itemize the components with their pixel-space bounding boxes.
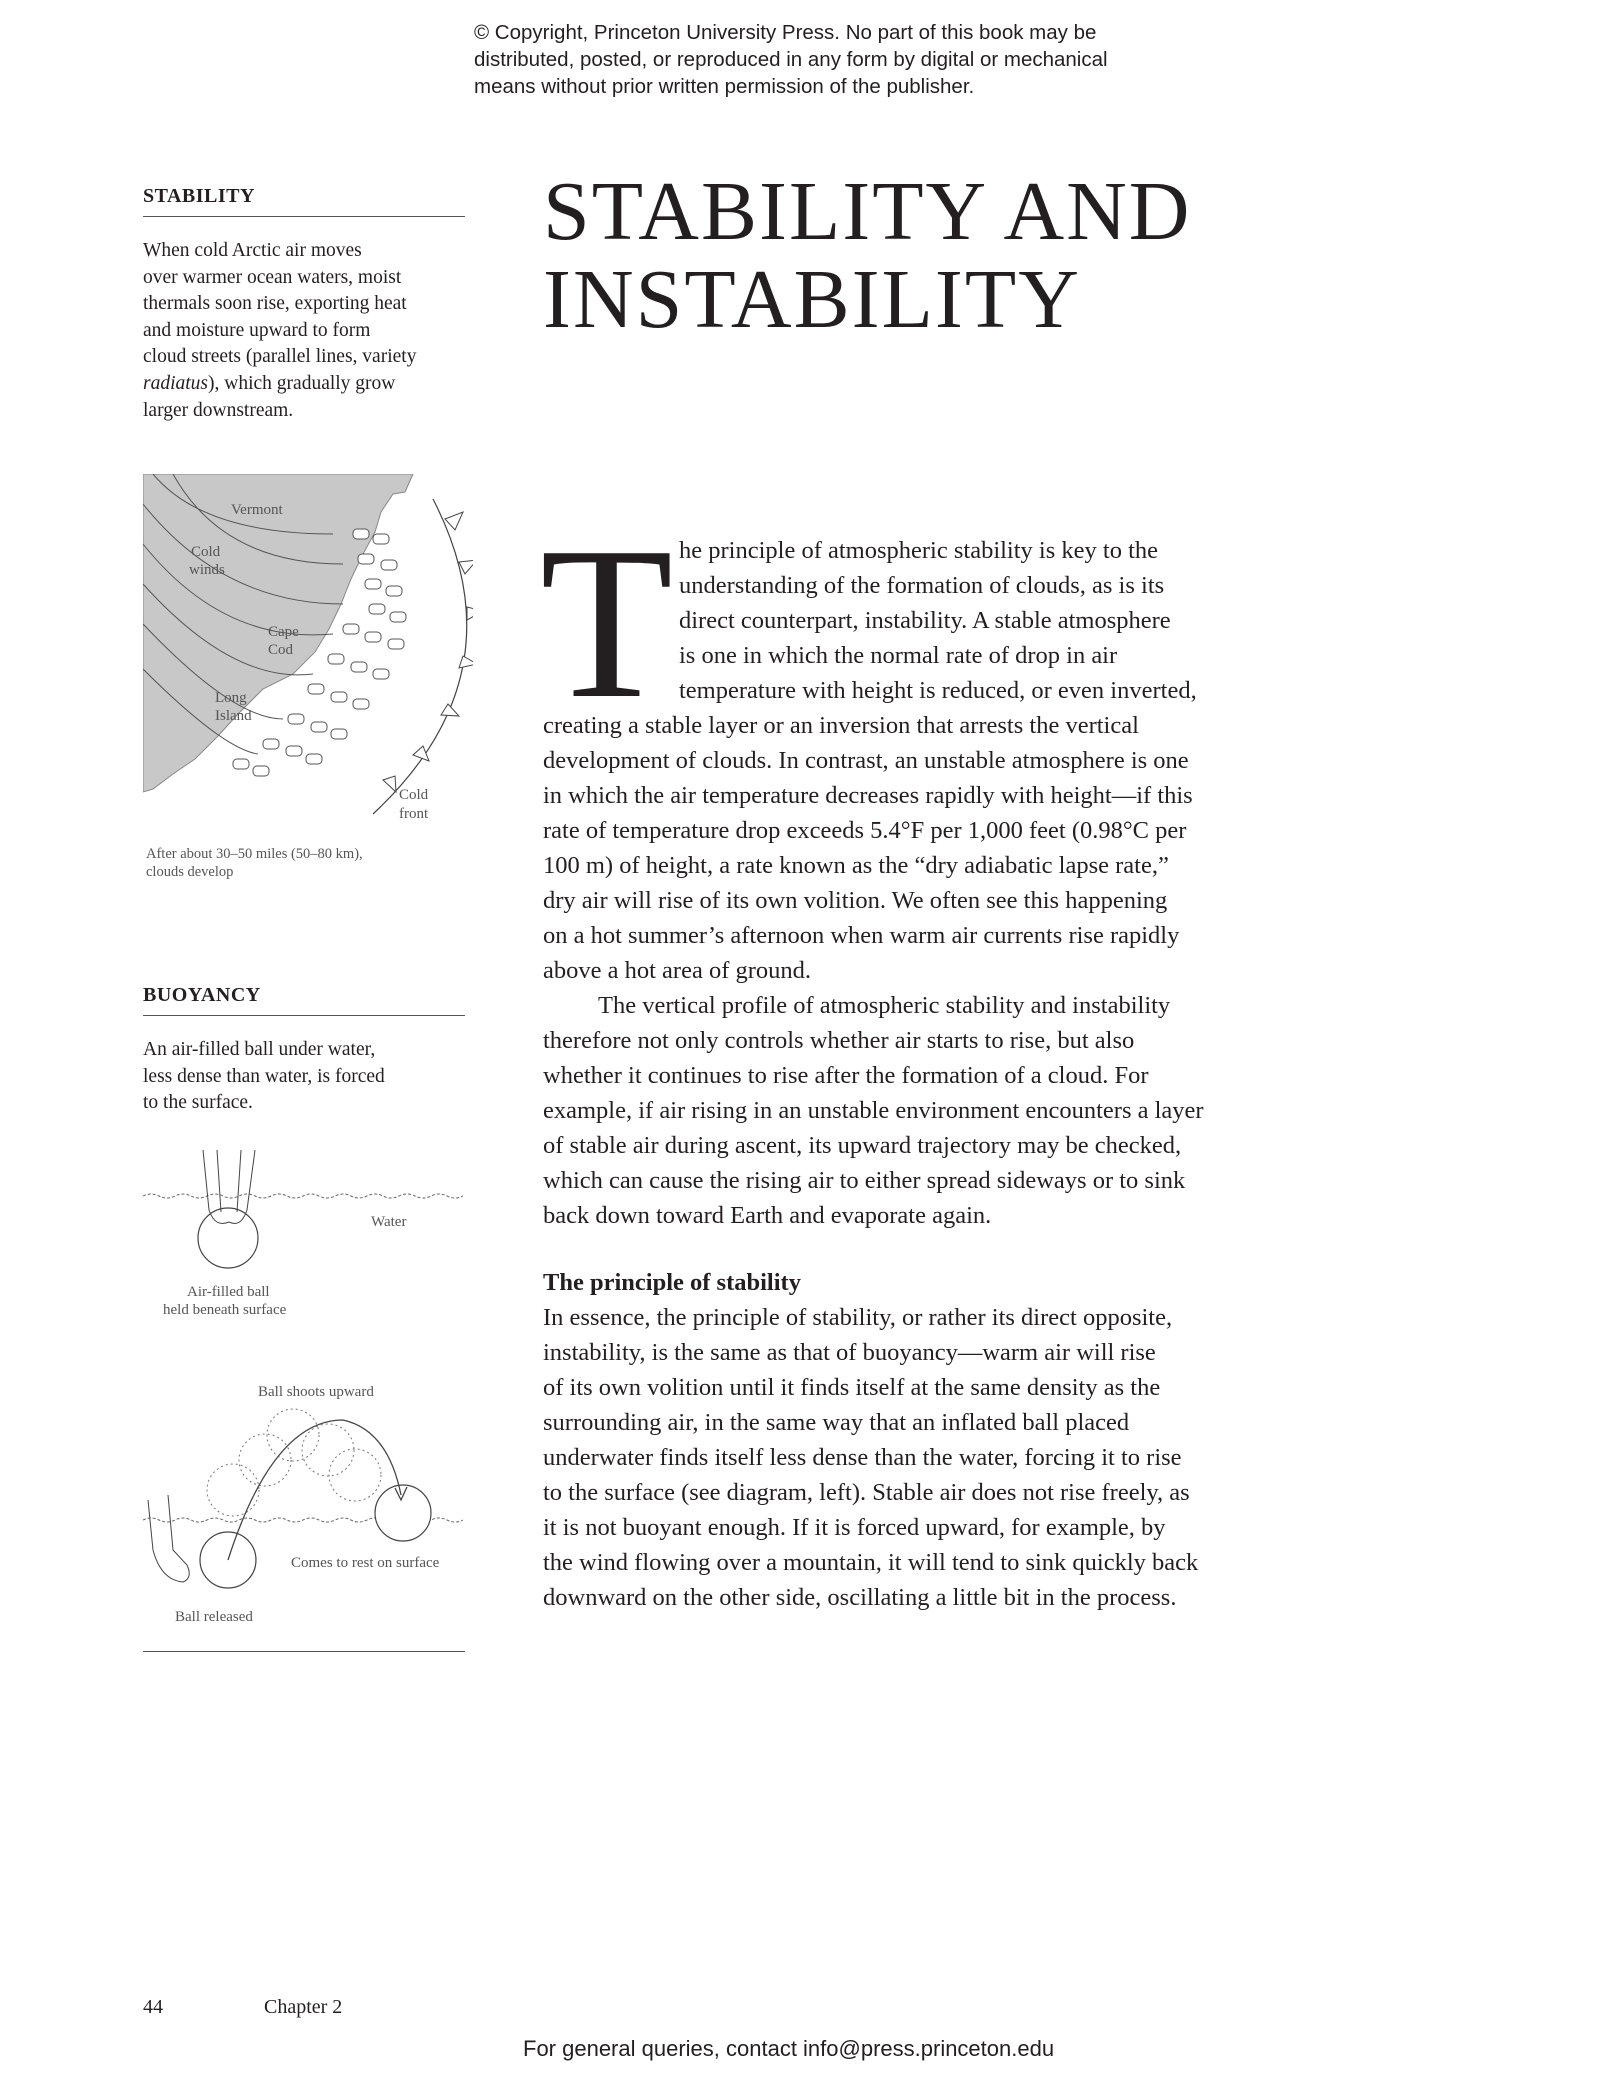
- chapter-label: Chapter 2: [264, 1996, 343, 2018]
- italic-term: radiatus: [143, 372, 209, 394]
- body-line: surrounding air, in the same way that an inflated ball placed: [543, 1409, 1130, 1436]
- map-label-winds: winds: [189, 562, 225, 578]
- sidebar-text-line: When cold Arctic air moves: [143, 240, 362, 261]
- sidebar-text-line: to the surface.: [143, 1092, 253, 1114]
- body-line: underwater finds itself less dense than the water, forcing it to rise: [543, 1444, 1182, 1471]
- sidebar-buoyancy-heading: BUOYANCY: [143, 984, 465, 1016]
- copyright-line: means without prior written permission of the publisher.: [474, 75, 975, 98]
- label-comes-to-rest: Comes to rest on surface: [291, 1555, 440, 1571]
- body-line: of its own volition until it finds itself at the same density as the: [543, 1374, 1161, 1401]
- page-title: [543, 165, 1192, 346]
- body-line: example, if air rising in an unstable environment encounters a layer: [543, 1097, 1204, 1124]
- body-line: creating a stable layer or an inversion that arrests the vertical: [543, 712, 1139, 739]
- body-line: dry air will rise of its own volition. We often see this happening: [543, 887, 1168, 914]
- page-number: 44: [143, 1996, 163, 2018]
- sidebar-bottom-rule: [143, 1651, 465, 1652]
- buoyancy-diagram: [143, 1150, 463, 1630]
- body-line: whether it continues to rise after the formation of a cloud. For: [543, 1062, 1149, 1089]
- map-label-cold: Cold: [191, 544, 221, 560]
- body-line: instability, is the same as that of buoyancy—warm air will rise: [543, 1339, 1156, 1366]
- map-label-vermont: Vermont: [231, 502, 283, 518]
- body-line: back down toward Earth and evaporate again.: [543, 1202, 992, 1229]
- body-line: The vertical profile of atmospheric stability and instability: [598, 992, 1171, 1019]
- cold-front-line: [373, 499, 467, 814]
- body-line: which can cause the rising air to either spread sideways or to sink: [543, 1167, 1186, 1194]
- label-ball-released: Ball released: [175, 1609, 253, 1625]
- sidebar-text-line: larger downstream.: [143, 399, 294, 421]
- body-line: on a hot summer’s afternoon when warm air currents rise rapidly: [543, 922, 1180, 949]
- body-line: above a hot area of ground.: [543, 957, 812, 984]
- sidebar-stability: [143, 185, 465, 424]
- contact-footer: For general queries, contact info@press.princeton.edu: [523, 2036, 1055, 2061]
- body-line: in which the air temperature decreases rapidly with height—if this: [543, 782, 1193, 809]
- cloud-streets-map: [143, 474, 473, 884]
- page-title-line: STABILITY AND: [543, 165, 1192, 258]
- sidebar-text-line: cloud streets (parallel lines, variety: [143, 346, 417, 368]
- map-label-island: Island: [215, 708, 252, 724]
- ghost-balls: [207, 1409, 381, 1516]
- map-label-long: Long: [215, 690, 247, 706]
- body-line: the wind flowing over a mountain, it will tend to sink quickly back: [543, 1549, 1199, 1576]
- sidebar-text-line: less dense than water, is forced: [143, 1065, 385, 1087]
- body-line: temperature with height is reduced, or even inverted,: [679, 677, 1197, 704]
- body-line: downward on the other side, oscillating a little bit in the process.: [543, 1584, 1177, 1611]
- intro-text: [679, 533, 1197, 708]
- body-line: to the surface (see diagram, left). Stable air does not rise freely, as: [543, 1479, 1190, 1506]
- trajectory-arrow: [228, 1420, 401, 1560]
- label-ball-shoots: Ball shoots upward: [258, 1384, 374, 1400]
- copyright-line: © Copyright, Princeton University Press. No part of this book may be: [474, 21, 1097, 44]
- water-surface-line: [143, 1194, 463, 1198]
- releasing-hand: [148, 1495, 189, 1582]
- map-label-front: front: [399, 806, 429, 822]
- sidebar-text-line: thermals soon rise, exporting heat: [143, 293, 407, 315]
- body-line: direct counterpart, instability. A stable atmosphere: [679, 607, 1171, 634]
- sidebar-text-line: An air-filled ball under water,: [143, 1039, 376, 1060]
- sidebar-stability-text: [143, 238, 465, 424]
- sidebar-text-fragment: ), which gradually grow: [208, 372, 396, 394]
- held-ball: [198, 1208, 258, 1268]
- body-line: development of clouds. In contrast, an unstable atmosphere is one: [543, 747, 1189, 774]
- page-title-line: INSTABILITY: [543, 253, 1081, 346]
- body-line: it is not buoyant enough. If it is forced upward, for example, by: [543, 1514, 1166, 1541]
- label-held-ball: held beneath surface: [163, 1302, 287, 1318]
- body-line: he principle of atmospheric stability is key to the: [679, 537, 1158, 564]
- copyright-line: distributed, posted, or reproduced in any form by digital or mechanical: [474, 48, 1108, 71]
- label-held-ball: Air-filled ball: [187, 1284, 270, 1300]
- body-line: therefore not only controls whether air starts to rise, but also: [543, 1027, 1135, 1054]
- map-caption: After about 30–50 miles (50–80 km),: [146, 846, 363, 862]
- body-line: understanding of the formation of clouds, as is its: [679, 572, 1165, 599]
- copyright-notice: [474, 19, 1194, 100]
- label-water: Water: [371, 1214, 407, 1230]
- sidebar-text-line: [143, 371, 465, 398]
- sidebar-buoyancy-text: [143, 1037, 465, 1117]
- sidebar-stability-heading: STABILITY: [143, 185, 465, 217]
- map-label-cod: Cod: [268, 642, 294, 658]
- principle-section: [543, 1265, 1198, 1615]
- sidebar-text-line: and moisture upward to form: [143, 319, 371, 341]
- map-caption: clouds develop: [146, 864, 234, 880]
- section-subheading: The principle of stability: [543, 1269, 801, 1296]
- drop-cap: T: [540, 503, 674, 744]
- body-line: rate of temperature drop exceeds 5.4°F per 1,000 feet (0.98°C per: [543, 817, 1187, 844]
- body-line: In essence, the principle of stability, or rather its direct opposite,: [543, 1304, 1173, 1331]
- surface-ball: [375, 1485, 431, 1541]
- map-label-cold-front: Cold: [399, 787, 429, 803]
- body-line: 100 m) of height, a rate known as the “dry adiabatic lapse rate,”: [543, 852, 1169, 879]
- body-line: of stable air during ascent, its upward trajectory may be checked,: [543, 1132, 1182, 1159]
- sidebar-text-line: over warmer ocean waters, moist: [143, 266, 402, 288]
- body-line: is one in which the normal rate of drop in air: [679, 642, 1118, 669]
- sidebar-buoyancy: [143, 984, 465, 1117]
- body-paragraphs: [543, 708, 1204, 1233]
- map-label-cape: Cape: [268, 624, 299, 640]
